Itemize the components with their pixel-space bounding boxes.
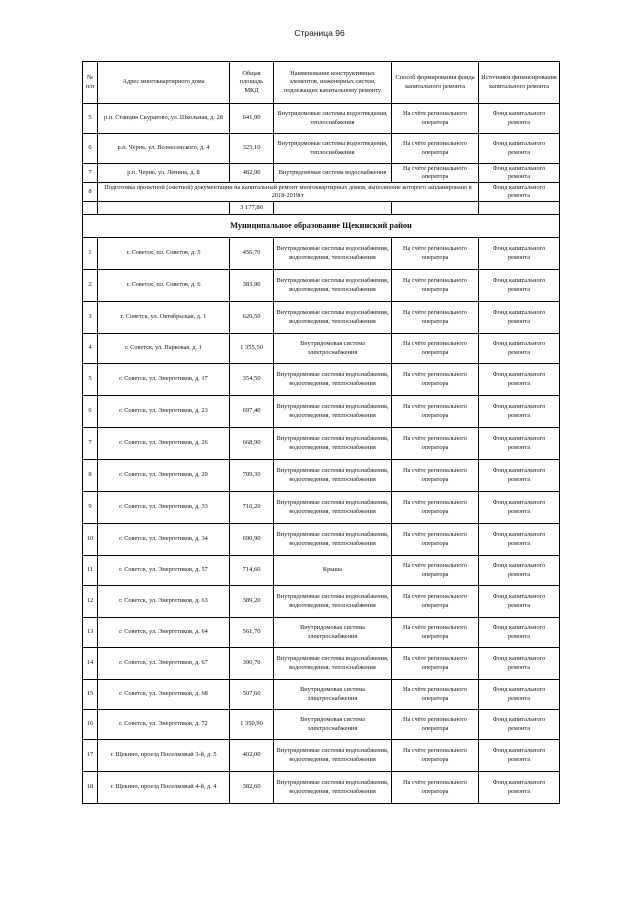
cell-address: г. Советск, ул. Октябрьская, д. 1 bbox=[98, 302, 230, 334]
table-row bbox=[83, 524, 560, 556]
cell-method: На счёте регионального оператора bbox=[392, 460, 479, 492]
col-header-method: Способ формирования фонда капитального ремонта bbox=[392, 62, 479, 104]
cell-address: г. Советск, пл. Советов, д. 5 bbox=[98, 238, 230, 270]
table-row bbox=[83, 648, 560, 680]
table-row bbox=[83, 460, 560, 492]
cell-method: На счёте регионального оператора bbox=[392, 492, 479, 524]
cell-elements: Внутридомовые системы водоснабжения, водоотведения, теплоснабжения bbox=[274, 740, 392, 772]
cell-elements: Внутридомовые системы водоснабжения, водоотведения, теплоснабжения bbox=[274, 772, 392, 804]
table-row bbox=[83, 238, 560, 270]
cell-elements: Внутридомовая система электроснабжения bbox=[274, 618, 392, 648]
cell-source: Фонд капитального ремонта bbox=[479, 618, 560, 648]
cell-number: 14 bbox=[83, 648, 98, 680]
cell-source: Фонд капитального ремонта bbox=[479, 270, 560, 302]
cell-method: На счёте регионального оператора bbox=[392, 134, 479, 164]
cell-number: 11 bbox=[83, 556, 98, 586]
cell-source: Фонд капитального ремонта bbox=[479, 183, 560, 202]
cell-area: 641,90 bbox=[230, 104, 274, 134]
cell-method: На счёте регионального оператора bbox=[392, 164, 479, 183]
cell-area: 354,50 bbox=[230, 364, 274, 396]
col-header-elements: Наименование конструктивных элементов, инженерных систем, подлежащих капитальному ремонту bbox=[274, 62, 392, 104]
cell-empty bbox=[274, 202, 392, 215]
cell-number: 5 bbox=[83, 364, 98, 396]
cell-number: 8 bbox=[83, 460, 98, 492]
cell-method: На счёте регионального оператора bbox=[392, 556, 479, 586]
cell-source: Фонд капитального ремонта bbox=[479, 680, 560, 710]
table-body-top bbox=[83, 104, 560, 183]
cell-address: г. Щекино, проезд Поселковый 4-й, д. 4 bbox=[98, 772, 230, 804]
table-row bbox=[83, 270, 560, 302]
cell-source: Фонд капитального ремонта bbox=[479, 648, 560, 680]
cell-address: г. Советск, ул. Энергетиков, д. 63 bbox=[98, 586, 230, 618]
cell-source: Фонд капитального ремонта bbox=[479, 772, 560, 804]
cell-area: 456,70 bbox=[230, 238, 274, 270]
cell-area: 482,90 bbox=[230, 164, 274, 183]
cell-number: 13 bbox=[83, 618, 98, 648]
section-title: Муниципальное образование Щекинский район bbox=[83, 215, 560, 238]
cell-source: Фонд капитального ремонта bbox=[479, 334, 560, 364]
cell-method: На счёте регионального оператора bbox=[392, 334, 479, 364]
cell-area: 620,50 bbox=[230, 302, 274, 334]
cell-empty bbox=[98, 202, 230, 215]
table-row bbox=[83, 586, 560, 618]
cell-address: р.п. Чернь, ул. Ленина, д. 8 bbox=[98, 164, 230, 183]
table-row bbox=[83, 710, 560, 740]
cell-address: г. Советск, ул. Энергетиков, д. 64 bbox=[98, 618, 230, 648]
cell-number: 12 bbox=[83, 586, 98, 618]
total-row bbox=[83, 202, 560, 215]
cell-method: На счёте регионального оператора bbox=[392, 428, 479, 460]
cell-method: На счёте регионального оператора bbox=[392, 104, 479, 134]
cell-area: 390,70 bbox=[230, 648, 274, 680]
cell-address: г. Советск, ул. Энергетиков, д. 57 bbox=[98, 556, 230, 586]
cell-number: 10 bbox=[83, 524, 98, 556]
cell-address: г. Советск, ул. Энергетиков, д. 26 bbox=[98, 428, 230, 460]
cell-total-area: 3 177,80 bbox=[230, 202, 274, 215]
cell-empty bbox=[83, 202, 98, 215]
cell-address: г. Советск, ул. Энергетиков, д. 72 bbox=[98, 710, 230, 740]
cell-address: г. Щекино, проезд Поселковый 3-й, д. 5 bbox=[98, 740, 230, 772]
cell-source: Фонд капитального ремонта bbox=[479, 238, 560, 270]
cell-address: г. Советск, ул. Энергетиков, д. 67 bbox=[98, 648, 230, 680]
cell-area: 561,70 bbox=[230, 618, 274, 648]
cell-area: 668,90 bbox=[230, 428, 274, 460]
cell-method: На счёте регионального оператора bbox=[392, 710, 479, 740]
cell-address: р.п. Чернь, ул. Вознесенского, д. 4 bbox=[98, 134, 230, 164]
col-header-address: Адрес многоквартирного дома bbox=[98, 62, 230, 104]
cell-elements: Внутридомовые системы водоснабжения, водоотведения, теплоснабжения bbox=[274, 524, 392, 556]
cell-area: 690,90 bbox=[230, 524, 274, 556]
table-row bbox=[83, 134, 560, 164]
cell-area: 383,90 bbox=[230, 270, 274, 302]
cell-number: 4 bbox=[83, 334, 98, 364]
cell-elements: Внутридомовая система электроснабжения bbox=[274, 334, 392, 364]
cell-method: На счёте регионального оператора bbox=[392, 680, 479, 710]
table-row bbox=[83, 556, 560, 586]
cell-empty bbox=[479, 202, 560, 215]
cell-elements: Внутридомовая система электроснабжения bbox=[274, 710, 392, 740]
header-row bbox=[83, 62, 560, 104]
cell-number: 3 bbox=[83, 302, 98, 334]
cell-elements: Внутридомовая система водоснабжения bbox=[274, 164, 392, 183]
cell-elements: Внутридомовые системы водоснабжения, водоотведения, теплоснабжения bbox=[274, 270, 392, 302]
cell-source: Фонд капитального ремонта bbox=[479, 460, 560, 492]
cell-source: Фонд капитального ремонта bbox=[479, 134, 560, 164]
cell-method: На счёте регионального оператора bbox=[392, 238, 479, 270]
section-row bbox=[83, 215, 560, 238]
table-row bbox=[83, 364, 560, 396]
cell-source: Фонд капитального ремонта bbox=[479, 302, 560, 334]
table-row bbox=[83, 164, 560, 183]
table-row bbox=[83, 104, 560, 134]
cell-number: 16 bbox=[83, 710, 98, 740]
cell-method: На счёте регионального оператора bbox=[392, 302, 479, 334]
cell-address: г. Советск, ул. Энергетиков, д. 29 bbox=[98, 460, 230, 492]
cell-area: 382,60 bbox=[230, 772, 274, 804]
cell-address: г. Советск, ул. Энергетиков, д. 68 bbox=[98, 680, 230, 710]
cell-source: Фонд капитального ремонта bbox=[479, 492, 560, 524]
cell-source: Фонд капитального ремонта bbox=[479, 364, 560, 396]
cell-source: Фонд капитального ремонта bbox=[479, 396, 560, 428]
col-header-number: № п/п bbox=[83, 62, 98, 104]
cell-elements: Крыша bbox=[274, 556, 392, 586]
table-row bbox=[83, 740, 560, 772]
cell-elements: Внутридомовая система электроснабжения bbox=[274, 680, 392, 710]
cell-area: 1 350,90 bbox=[230, 710, 274, 740]
cell-address: г. Советск, ул. Энергетиков, д. 23 bbox=[98, 396, 230, 428]
cell-source: Фонд капитального ремонта bbox=[479, 710, 560, 740]
cell-number: 18 bbox=[83, 772, 98, 804]
cell-source: Фонд капитального ремонта bbox=[479, 556, 560, 586]
cell-source: Фонд капитального ремонта bbox=[479, 428, 560, 460]
cell-method: На счёте регионального оператора bbox=[392, 618, 479, 648]
cell-method: На счёте регионального оператора bbox=[392, 648, 479, 680]
cell-area: 1 355,50 bbox=[230, 334, 274, 364]
col-header-source: Источники финансирования капитального ремонта bbox=[479, 62, 560, 104]
cell-area: 710,20 bbox=[230, 492, 274, 524]
cell-area: 714,60 bbox=[230, 556, 274, 586]
cell-address: г. Советск, ул. Энергетиков, д. 17 bbox=[98, 364, 230, 396]
cell-elements: Внутридомовые системы водоснабжения, водоотведения, теплоснабжения bbox=[274, 364, 392, 396]
cell-area: 402,00 bbox=[230, 740, 274, 772]
table-row bbox=[83, 492, 560, 524]
cell-address: г. Советск, пл. Советов, д. 6 bbox=[98, 270, 230, 302]
cell-elements: Внутридомовые системы водоснабжения, водоотведения, теплоснабжения bbox=[274, 586, 392, 618]
cell-elements: Внутридомовые системы водоснабжения, водоотведения, теплоснабжения bbox=[274, 238, 392, 270]
cell-source: Фонд капитального ремонта bbox=[479, 164, 560, 183]
cell-number: 15 bbox=[83, 680, 98, 710]
cell-source: Фонд капитального ремонта bbox=[479, 104, 560, 134]
cell-elements: Внутридомовые системы водоснабжения, водоотведения, теплоснабжения bbox=[274, 396, 392, 428]
page-number-label: Страница 96 bbox=[294, 28, 345, 38]
cell-number: 6 bbox=[83, 396, 98, 428]
table-row bbox=[83, 618, 560, 648]
cell-elements: Внутридомовые системы водоотведения, теплоснабжения bbox=[274, 104, 392, 134]
table-row bbox=[83, 428, 560, 460]
cell-address: р.п. Станция Скуратово, ул. Школьная, д. 28 bbox=[98, 104, 230, 134]
cell-address: г. Советск, ул. Энергетиков, д. 34 bbox=[98, 524, 230, 556]
table-row bbox=[83, 772, 560, 804]
table-row bbox=[83, 396, 560, 428]
table-row bbox=[83, 334, 560, 364]
cell-source: Фонд капитального ремонта bbox=[479, 586, 560, 618]
cell-method: На счёте регионального оператора bbox=[392, 772, 479, 804]
table-body-main bbox=[83, 238, 560, 804]
cell-method: На счёте регионального оператора bbox=[392, 524, 479, 556]
project-documentation-row bbox=[83, 183, 560, 202]
cell-source: Фонд капитального ремонта bbox=[479, 524, 560, 556]
cell-area: 389,20 bbox=[230, 586, 274, 618]
col-header-area: Общая площадь МКД bbox=[230, 62, 274, 104]
cell-method: На счёте регионального оператора bbox=[392, 270, 479, 302]
cell-source: Фонд капитального ремонта bbox=[479, 740, 560, 772]
cell-address: г. Советск, ул. Парковая, д. 1 bbox=[98, 334, 230, 364]
cell-area: 507,60 bbox=[230, 680, 274, 710]
cell-elements: Внутридомовые системы водоснабжения, водоотведения, теплоснабжения bbox=[274, 302, 392, 334]
cell-method: На счёте регионального оператора bbox=[392, 586, 479, 618]
cell-method: На счёте регионального оператора bbox=[392, 364, 479, 396]
cell-elements: Внутридомовые системы водоотведения, теплоснабжения bbox=[274, 134, 392, 164]
cell-method: На счёте регионального оператора bbox=[392, 740, 479, 772]
cell-empty bbox=[392, 202, 479, 215]
table-row bbox=[83, 302, 560, 334]
capital-repair-table bbox=[82, 61, 560, 804]
cell-elements: Внутридомовые системы водоснабжения, водоотведения, теплоснабжения bbox=[274, 648, 392, 680]
cell-number: 7 bbox=[83, 428, 98, 460]
cell-address: г. Советск, ул. Энергетиков, д. 33 bbox=[98, 492, 230, 524]
cell-area: 323,10 bbox=[230, 134, 274, 164]
cell-area: 709,30 bbox=[230, 460, 274, 492]
cell-number: 2 bbox=[83, 270, 98, 302]
cell-number: 7 bbox=[83, 164, 98, 183]
cell-number: 8 bbox=[83, 183, 98, 202]
cell-method: На счёте регионального оператора bbox=[392, 396, 479, 428]
cell-elements: Внутридомовые системы водоснабжения, водоотведения, теплоснабжения bbox=[274, 460, 392, 492]
cell-number: 5 bbox=[83, 104, 98, 134]
cell-number: 6 bbox=[83, 134, 98, 164]
cell-number: 17 bbox=[83, 740, 98, 772]
cell-project-text: Подготовка проектной (сметной) документации на капитальный ремонт многоквартирных домов, выполнение которого запланировано в 2018-2019гг bbox=[98, 183, 479, 202]
table-row bbox=[83, 680, 560, 710]
cell-area: 697,40 bbox=[230, 396, 274, 428]
cell-number: 9 bbox=[83, 492, 98, 524]
cell-elements: Внутридомовые системы водоснабжения, водоотведения, теплоснабжения bbox=[274, 428, 392, 460]
cell-number: 1 bbox=[83, 238, 98, 270]
cell-elements: Внутридомовые системы водоснабжения, водоотведения, теплоснабжения bbox=[274, 492, 392, 524]
